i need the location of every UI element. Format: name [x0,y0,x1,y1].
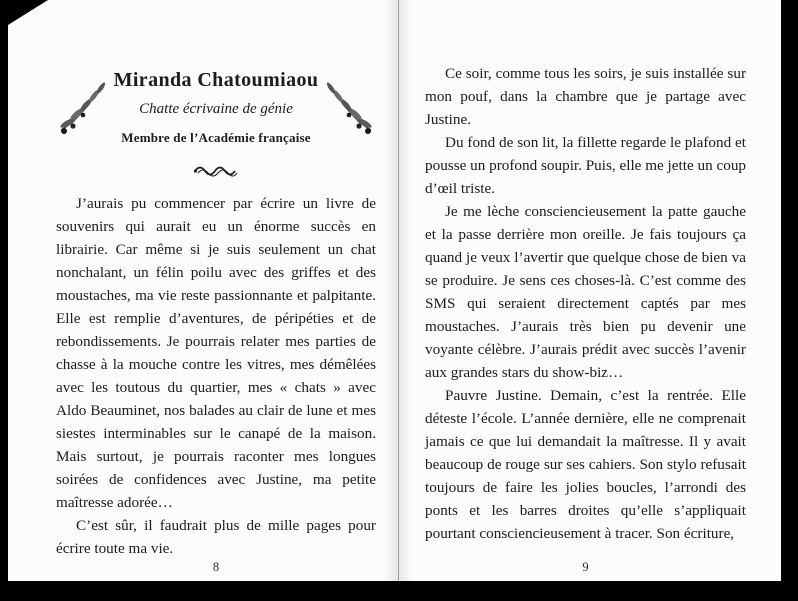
paragraph: Pauvre Justine. Demain, c’est la rentrée. Elle déteste l’école. L’année dernière, elle ne comprenait jamais ce que lui demandait la maîtresse. Il y avait beaucoup de rouge sur ses cahiers. Son stylo refusait toujours de faire les jolies boucles, l’arrondi des ponts et les barres droites qu’elle s’appliquait pourtant consciencieusement à tracer. Son écriture, [425,387,746,542]
left-page-body [56,192,376,560]
page-number-left: 8 [212,560,220,574]
chapter-subtitle: Chatte écrivaine de génie [139,101,293,117]
paragraph: Ce soir, comme tous les soirs, je suis installée sur mon pouf, dans la chambre que je partage avec Justine. [425,65,746,128]
chapter-title: Miranda Chatoumiaou [113,69,319,91]
squiggle-flourish-icon [193,162,239,178]
chapter-header [56,68,376,146]
paragraph: J’aurais pu commencer par écrire un livre de souvenirs qui aurait eu un énorme succès en librairie. Car même si je suis seulement un chat nonchalant, un félin poilu avec des griffes et des moustaches, ma vie reste passionnante et palpitante. Elle est remplie d’aventures, de péripéties et de rebondissements. Je pourrais relater mes parties de chasse à la mouche contre les vitres, mes démêlées avec les toutous du quartier, mes « chats » avec Aldo Beauminet, nos balades au clair de lune et mes siestes interminables sur le canapé de la maison. Mais surtout, je pourrais raconter mes longues soirées de confidences avec Justine, ma petite maîtresse adorée… [56,195,376,511]
olive-branch-right-icon [322,78,376,136]
paragraph: Du fond de son lit, la fillette regarde le plafond et pousse un profond soupir. Puis, elle me jette un coup d’œil triste. [425,134,747,197]
scan-edge-bottom [0,581,798,601]
page-number-right: 9 [582,560,589,574]
olive-branch-left-icon [56,78,110,136]
paragraph: C’est sûr, il faudrait plus de mille pages pour écrire toute ma vie. [56,517,376,557]
page-left [56,0,376,581]
page-right [425,0,746,581]
paragraph: Je me lèche consciencieusement la patte gauche et la passe derrière mon oreille. Je fais toujours ça quand je veux l’avertir que quelque chose de bien va se produire. Je sens ces choses-là. C’est comme des SMS qui seraient directement captés par mes moustaches. J’aurais très bien pu devenir une voyante célèbre. J’aurais prédit avec succès l’avenir aux grandes stars du show-biz… [425,203,746,381]
page-gutter-line [398,0,399,581]
right-page-body [425,0,746,545]
chapter-header-text [114,68,319,146]
scan-edge-left [0,0,8,601]
scan-edge-right [781,0,798,601]
chapter-affiliation: Membre de l’Académie française [121,130,311,145]
